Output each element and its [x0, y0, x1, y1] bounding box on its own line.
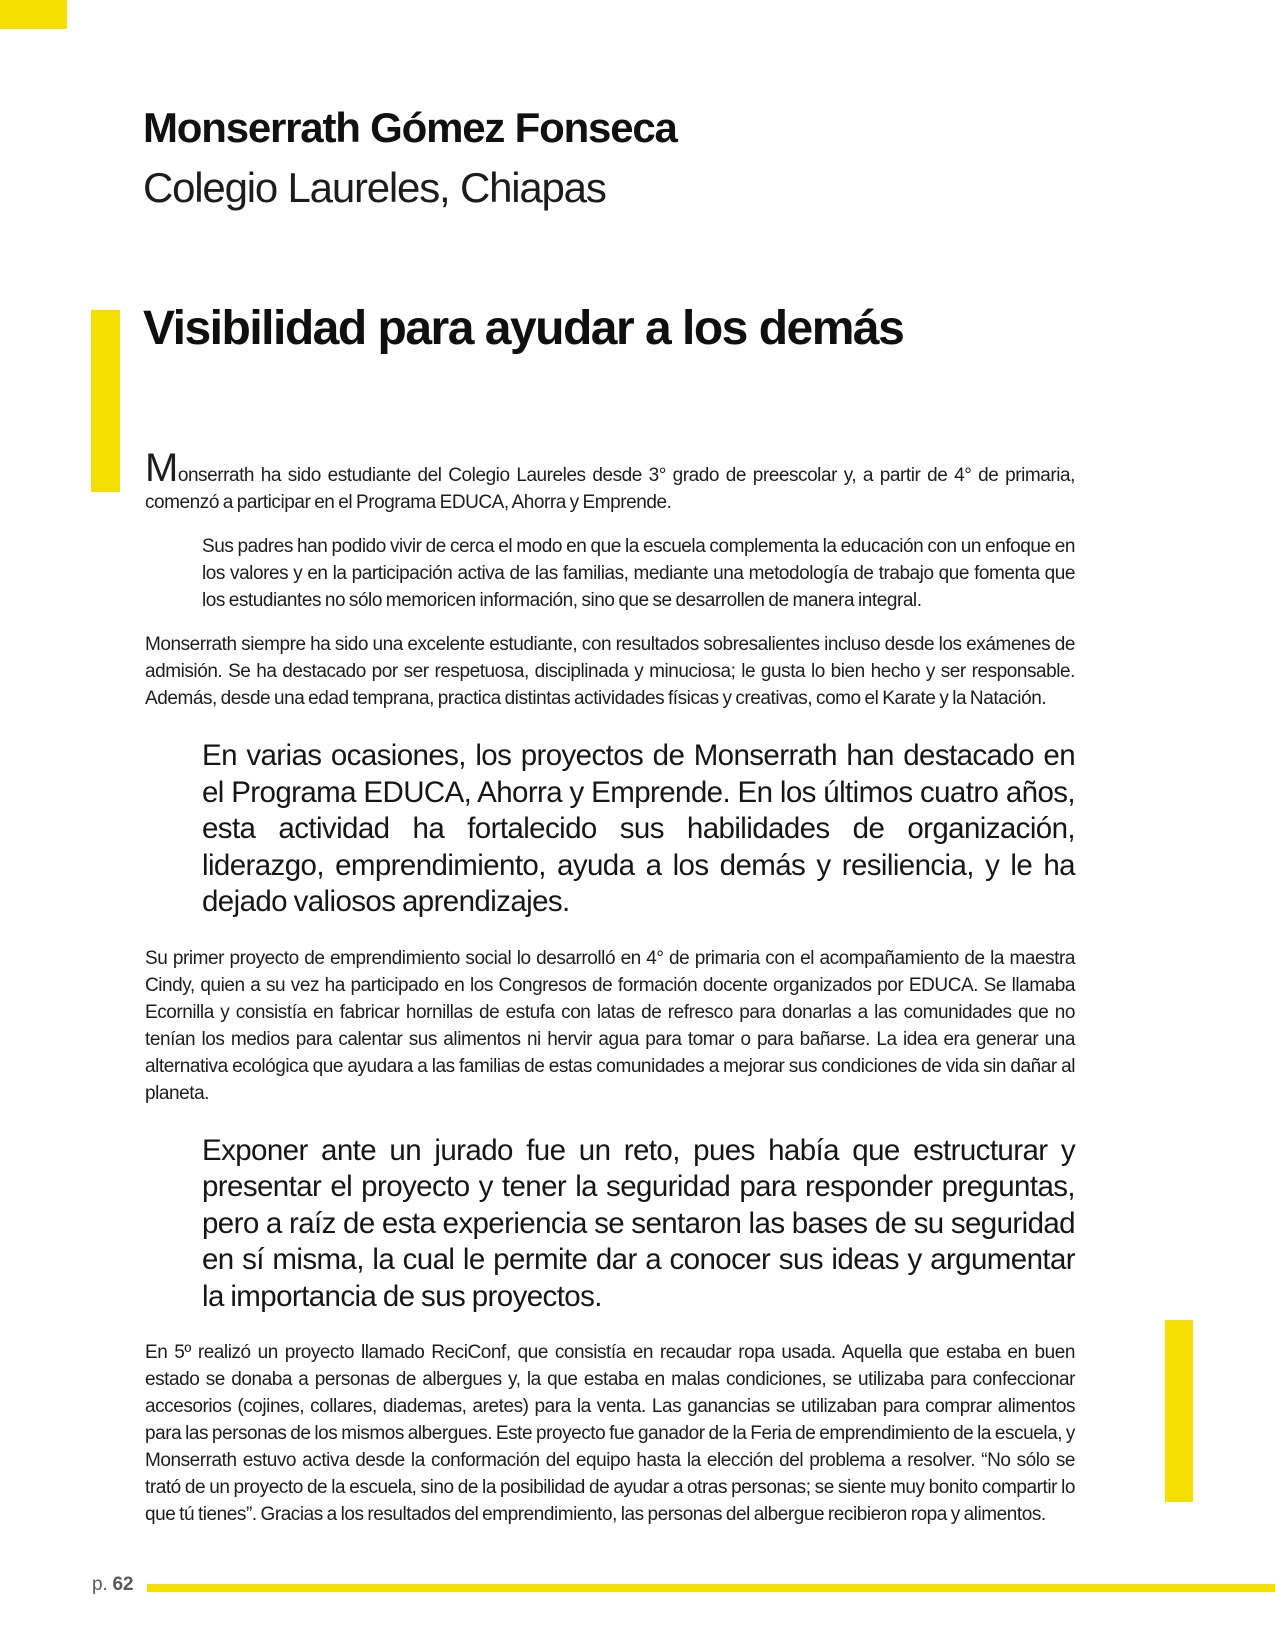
- school-name: Colegio Laureles, Chiapas: [143, 164, 606, 211]
- footer-rule: [147, 1584, 1275, 1592]
- large-initial-letter: M: [145, 446, 178, 490]
- side-accent-bar: [1165, 1320, 1193, 1502]
- title-accent-bar: [91, 310, 120, 492]
- corner-accent-bar: [0, 0, 67, 29]
- page-number-label: p.: [92, 1574, 108, 1595]
- author-name: Monserrath Gómez Fonseca: [143, 104, 677, 151]
- paragraph-student-profile: Monserrath siempre ha sido una excelente estudiante, con resultados sobresalientes incluso desde los exámenes de admisión. Se ha destacado por ser respetuosa, disciplinada y minuciosa; le gusta lo bien hecho y ser responsable. Además, desde una edad temprana, practica distintas actividades físicas y creativas, como el Karate y la Natación.: [145, 634, 1075, 709]
- paragraph-lead: [145, 446, 1075, 516]
- article-title: Visibilidad para ayudar a los demás: [143, 302, 904, 355]
- paragraph-parents: Sus padres han podido vivir de cerca el modo en que la escuela complementa la educación con un enfoque en los valores y en la participación activa de las familias, mediante una metodología de trabajo que fomenta que los estudiantes no sólo memoricen información, sino que se desarrollen de manera integral.: [202, 536, 1075, 611]
- page-number: [92, 1574, 133, 1596]
- paragraph-lead-text: onserrath ha sido estudiante del Colegio Laureles desde 3° grado de preescolar y, a partir de 4° de primaria, comenzó a participar en el Programa EDUCA, Ahorra y Emprende.: [145, 465, 1075, 513]
- paragraph-reciconf: En 5º realizó un proyecto llamado ReciConf, que consistía en recaudar ropa usada. Aquella que estaba en buen estado se donaba a personas de albergues y, la que estaba en malas condiciones, se utilizaba para confeccionar accesorios (cojines, collares, diademas, aretes) para la venta. Las ganancias se utilizaban para comprar alimentos para las personas de los mismos albergues. Este proyecto fue ganador de la Feria de emprendimiento de la escuela, y Monserrath estuvo activa desde la conformación del equipo hasta la elección del problema a resolver. “No sólo se trató de un proyecto de la escuela, sino de la posibilidad de ayudar a otras personas; se siente muy bonito compartir lo que tú tienes”. Gracias a los resultados del emprendimiento, las personas del albergue recibieron ropa y alimentos.: [145, 1342, 1075, 1525]
- page-number-value: 62: [112, 1574, 134, 1595]
- pull-quote-jury: Exponer ante un jurado fue un reto, pues había que estructurar y presentar el proyecto y tener la seguridad para responder preguntas, pero a raíz de esta experiencia se sentaron las bases de su seguridad en sí misma, la cual le permite dar a conocer sus ideas y argumentar la importancia de sus proyectos.: [202, 1133, 1075, 1313]
- pull-quote-projects: En varias ocasiones, los proyectos de Monserrath han destacado en el Programa EDUCA, Ahorra y Emprende. En los últimos cuatro años, esta actividad ha fortalecido sus habilidades de organización, liderazgo, emprendimiento, ayuda a los demás y resiliencia, y le ha dejado valiosos aprendizajes.: [202, 739, 1075, 918]
- article-body: [145, 446, 1075, 1528]
- paragraph-first-project: Su primer proyecto de emprendimiento social lo desarrolló en 4° de primaria con el acompañamiento de la maestra Cindy, quien a su vez ha participado en los Congresos de formación docente organizados por EDUCA. Se llamaba Ecornilla y consistía en fabricar hornillas de estufa con latas de refresco para donarlas a las comunidades que no tenían los medios para calentar sus alimentos ni hervir agua para tomar o para bañarse. La idea era generar una alternativa ecológica que ayudara a las familias de estas comunidades a mejorar sus condiciones de vida sin dañar al planeta.: [145, 947, 1075, 1104]
- byline: [143, 98, 1043, 218]
